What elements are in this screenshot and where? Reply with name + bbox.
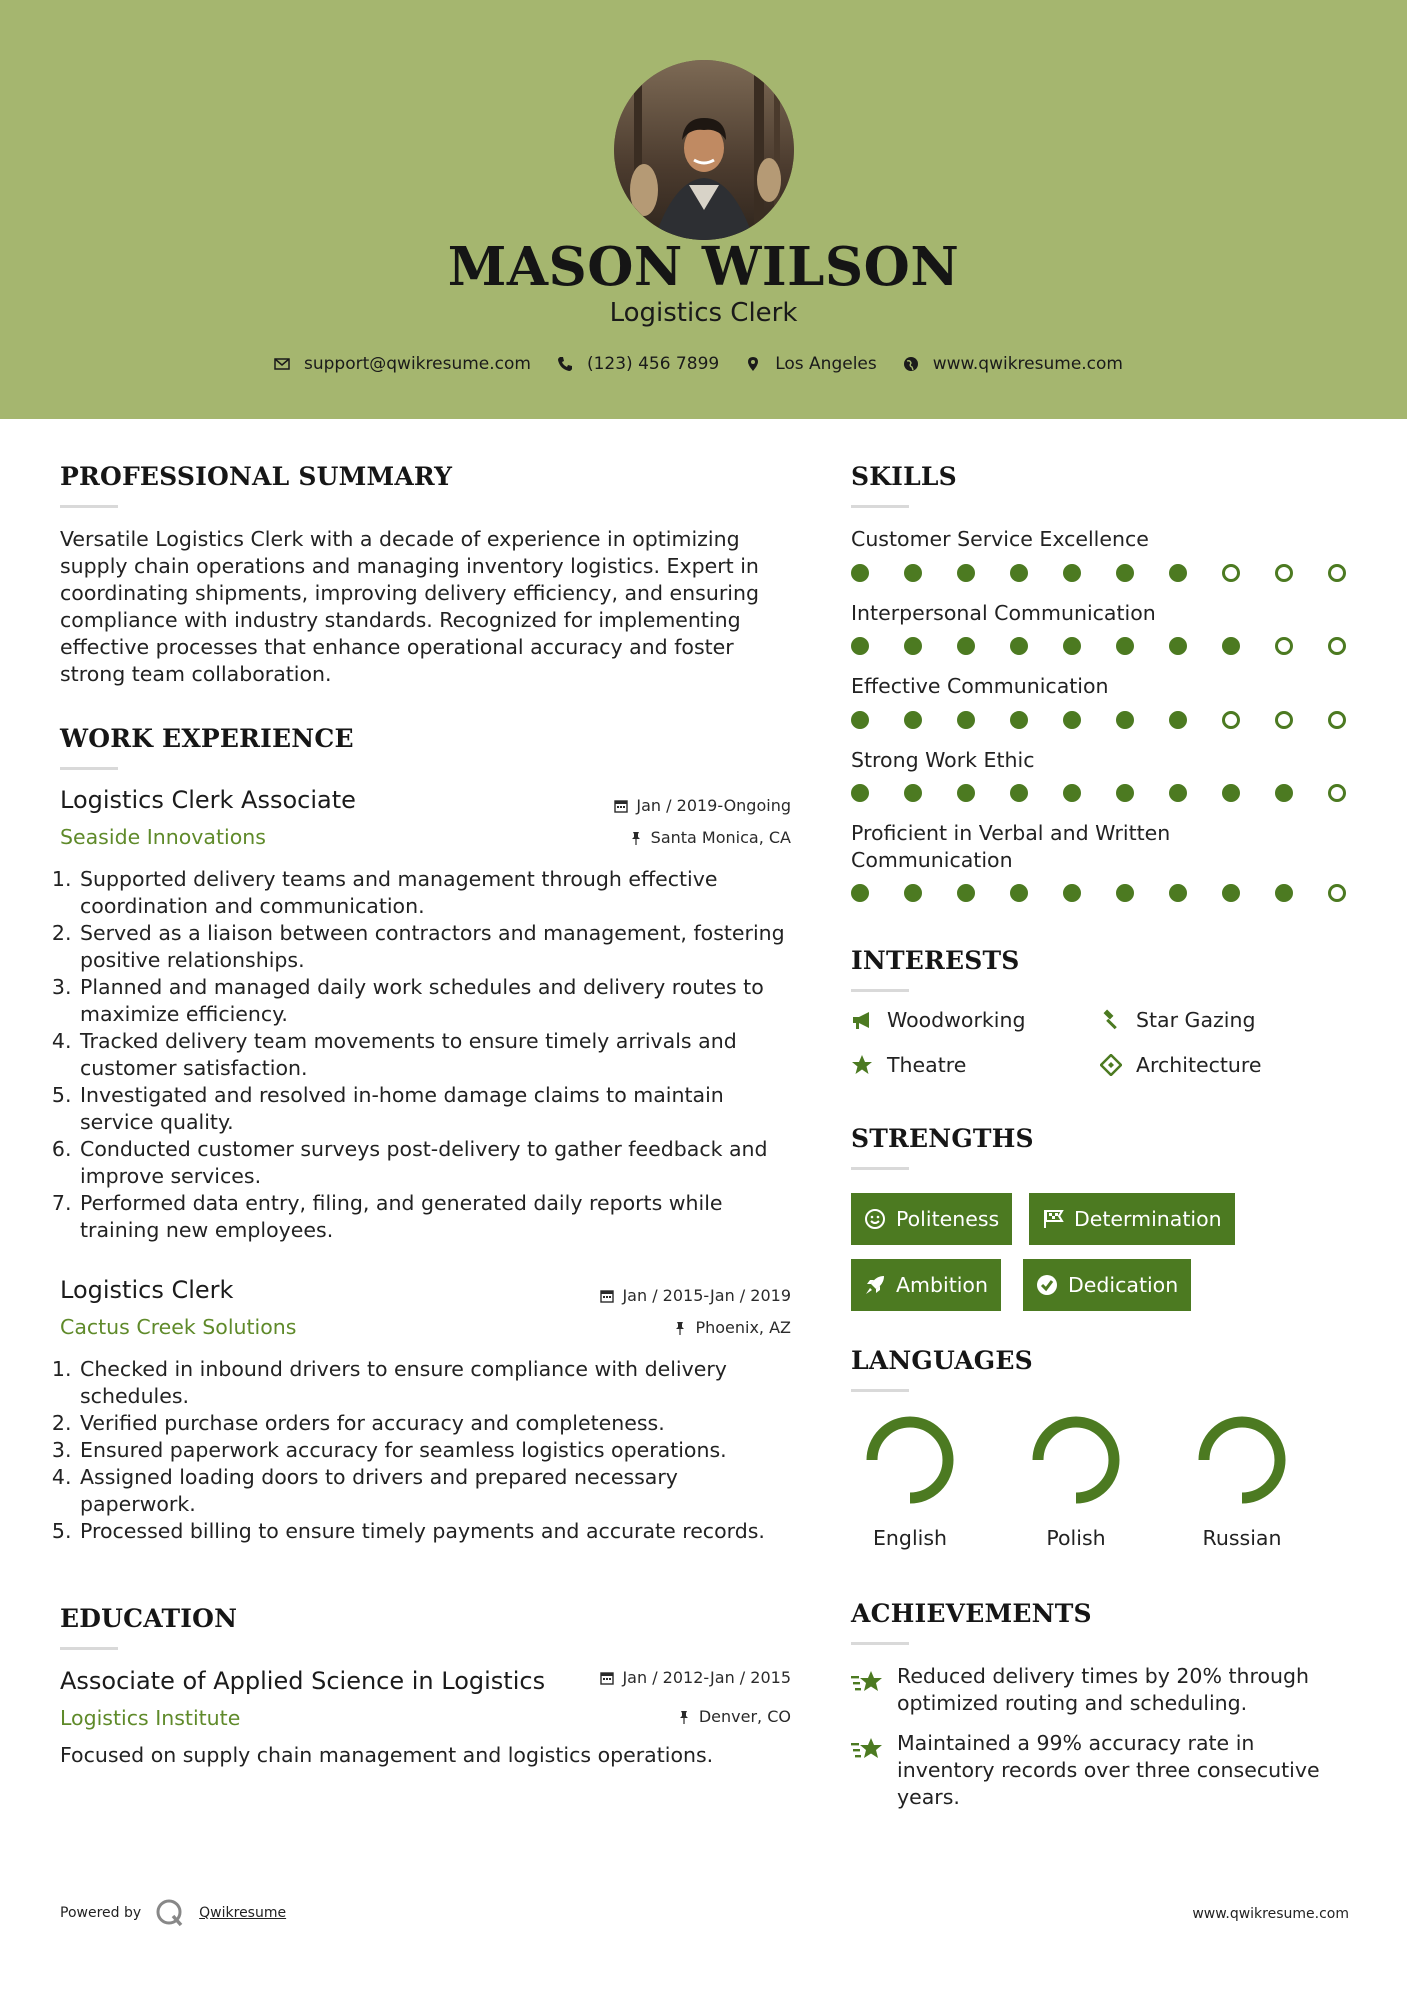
language-level-ring — [862, 1412, 958, 1508]
skills-heading: SKILLS — [851, 462, 957, 491]
list-item: 1. Checked in inbound drivers to ensure compliance with delivery schedules. — [78, 1356, 790, 1410]
section-divider — [851, 1389, 909, 1392]
skill-name: Effective Communication — [851, 674, 1109, 698]
section-divider — [60, 505, 118, 508]
calendar-icon — [600, 1289, 614, 1303]
list-item: 6. Conducted customer surveys post-delivery to gather feedback and improve services. — [78, 1136, 790, 1190]
email-text: support@qwikresume.com — [304, 354, 531, 374]
list-item: 5. Processed billing to ensure timely payments and accurate records. — [78, 1518, 790, 1545]
section-divider — [851, 989, 909, 992]
skill-name: Strong Work Ethic — [851, 748, 1035, 772]
rating-dot-filled — [1063, 564, 1081, 582]
ticket-icon — [1100, 1054, 1122, 1076]
rating-dot-filled — [1063, 884, 1081, 902]
rating-dot-empty — [1328, 564, 1346, 582]
rating-dot-empty — [1328, 711, 1346, 729]
achievement-text: Maintained a 99% accuracy rate in inventory records over three consecutive years. — [897, 1731, 1320, 1809]
job-dates-text: Jan / 2019-Ongoing — [636, 796, 791, 815]
interest-label: Theatre — [887, 1053, 967, 1077]
job-location-text: Phoenix, AZ — [695, 1318, 791, 1337]
phone-text: (123) 456 7899 — [586, 354, 720, 374]
section-divider — [851, 1167, 909, 1170]
rating-dot-filled — [1116, 564, 1134, 582]
list-item: 5. Investigated and resolved in-home damage claims to maintain service quality. — [78, 1082, 790, 1136]
strength-label: Dedication — [1068, 1273, 1179, 1297]
interest-label: Star Gazing — [1136, 1008, 1256, 1032]
strength-label: Ambition — [896, 1273, 988, 1297]
rating-dot-filled — [957, 711, 975, 729]
skill-rating — [851, 784, 1346, 802]
calendar-icon — [614, 799, 628, 813]
rating-dot-filled — [1010, 637, 1028, 655]
flag-icon — [1042, 1208, 1064, 1230]
rating-dot-filled — [1010, 784, 1028, 802]
rating-dot-filled — [1169, 784, 1187, 802]
interest-label: Architecture — [1136, 1053, 1262, 1077]
contact-location — [745, 354, 877, 374]
company-name: Seaside Innovations — [60, 825, 266, 849]
pin-icon — [629, 831, 643, 845]
rating-dot-filled — [1063, 711, 1081, 729]
star-award-icon — [851, 1667, 885, 1697]
education-dates — [600, 1668, 791, 1687]
rating-dot-filled — [851, 884, 869, 902]
envelope-icon — [274, 356, 290, 372]
rating-dot-filled — [1222, 884, 1240, 902]
rating-dot-filled — [957, 637, 975, 655]
list-item: 2. Verified purchase orders for accuracy and completeness. — [78, 1410, 790, 1437]
education-location — [677, 1707, 791, 1726]
job-duties-list — [60, 866, 790, 1244]
education-heading: EDUCATION — [60, 1604, 238, 1633]
language-name: Russian — [1202, 1526, 1282, 1550]
rating-dot-filled — [957, 564, 975, 582]
location-text: Los Angeles — [775, 354, 877, 374]
achievement-item — [851, 1730, 1331, 1811]
rating-dot-empty — [1275, 711, 1293, 729]
degree-title: Associate of Applied Science in Logistics — [60, 1667, 546, 1695]
strength-badge — [851, 1193, 1012, 1245]
rating-dot-filled — [1116, 637, 1134, 655]
rocket-icon — [864, 1274, 886, 1296]
map-pin-icon — [745, 356, 761, 372]
achievements-heading: ACHIEVEMENTS — [851, 1599, 1092, 1628]
website-text: www.qwikresume.com — [932, 354, 1123, 374]
rating-dot-filled — [1010, 711, 1028, 729]
rating-dot-filled — [1169, 564, 1187, 582]
rating-dot-empty — [1222, 711, 1240, 729]
footer-website[interactable]: www.qwikresume.com — [1192, 1906, 1349, 1922]
rating-dot-filled — [1222, 637, 1240, 655]
star-icon — [851, 1054, 873, 1076]
section-divider — [851, 1642, 909, 1645]
interests-heading: INTERESTS — [851, 946, 1020, 975]
languages-heading: LANGUAGES — [851, 1346, 1033, 1375]
strength-label: Politeness — [896, 1207, 1000, 1231]
education-location-text: Denver, CO — [698, 1707, 791, 1726]
rating-dot-filled — [1222, 784, 1240, 802]
rating-dot-filled — [1116, 711, 1134, 729]
job-title: Logistics Clerk Associate — [60, 786, 356, 814]
smile-icon — [864, 1208, 886, 1230]
company-name: Cactus Creek Solutions — [60, 1315, 297, 1339]
rating-dot-filled — [957, 884, 975, 902]
summary-text: Versatile Logistics Clerk with a decade of experience in optimizing supply chain operations and managing inventory logistics. Expert in coordinating shipments, improving delivery efficiency, and ensuring compliance with industry standards. Recognized for implementing effective processes that enhance operational accuracy and foster strong team collaboration. — [60, 527, 759, 686]
rating-dot-filled — [851, 784, 869, 802]
rating-dot-filled — [1063, 784, 1081, 802]
powered-by-label: Powered by — [60, 1905, 142, 1921]
rating-dot-filled — [1169, 637, 1187, 655]
rating-dot-filled — [1116, 884, 1134, 902]
rating-dot-filled — [1010, 564, 1028, 582]
list-item: 3. Ensured paperwork accuracy for seamless logistics operations. — [78, 1437, 790, 1464]
rating-dot-filled — [1169, 711, 1187, 729]
list-item: 1. Supported delivery teams and management through effective coordination and communication. — [78, 866, 790, 920]
list-item: 4. Tracked delivery team movements to ensure timely arrivals and customer satisfaction. — [78, 1028, 790, 1082]
rating-dot-empty — [1222, 564, 1240, 582]
language-item — [845, 1412, 975, 1550]
section-divider — [60, 1647, 118, 1650]
list-item: 3. Planned and managed daily work schedules and delivery routes to maximize efficiency. — [78, 974, 790, 1028]
resume-header — [0, 0, 1407, 419]
experience-heading: WORK EXPERIENCE — [60, 724, 354, 753]
skill-name: Proficient in Verbal and Written Communication — [851, 821, 1171, 872]
rating-dot-filled — [1010, 884, 1028, 902]
language-item — [1177, 1412, 1307, 1550]
pin-icon — [677, 1710, 691, 1724]
rating-dot-filled — [904, 637, 922, 655]
interest-item — [851, 1008, 1025, 1032]
rating-dot-filled — [1275, 784, 1293, 802]
interest-item — [851, 1053, 966, 1077]
candidate-name: MASON WILSON — [447, 236, 960, 298]
interest-item — [1100, 1053, 1262, 1077]
rating-dot-empty — [1328, 884, 1346, 902]
contact-email[interactable] — [274, 354, 531, 374]
skill-rating — [851, 884, 1346, 902]
strengths-heading: STRENGTHS — [851, 1124, 1034, 1153]
contact-website[interactable] — [903, 354, 1123, 374]
rating-dot-filled — [904, 564, 922, 582]
achievement-text: Reduced delivery times by 20% through optimized routing and scheduling. — [897, 1664, 1309, 1715]
job-dates-text: Jan / 2015-Jan / 2019 — [622, 1286, 791, 1305]
rating-dot-filled — [1275, 884, 1293, 902]
job-dates — [614, 796, 791, 815]
skill-rating — [851, 711, 1346, 729]
rating-dot-filled — [904, 884, 922, 902]
list-item: 7. Performed data entry, filing, and generated daily reports while training new employees. — [78, 1190, 790, 1244]
pin-icon — [673, 1321, 687, 1335]
rating-dot-empty — [1328, 784, 1346, 802]
section-divider — [60, 767, 118, 770]
profile-photo — [614, 60, 794, 240]
job-duties-list — [60, 1356, 790, 1545]
job-location-text: Santa Monica, CA — [650, 828, 791, 847]
language-level-ring — [1194, 1412, 1290, 1508]
language-level-ring — [1028, 1412, 1124, 1508]
contact-bar — [0, 354, 1407, 374]
skill-rating — [851, 564, 1346, 582]
list-item: 4. Assigned loading doors to drivers and prepared necessary paperwork. — [78, 1464, 790, 1518]
education-dates-text: Jan / 2012-Jan / 2015 — [622, 1668, 791, 1687]
rating-dot-filled — [904, 711, 922, 729]
job-location — [629, 828, 791, 847]
summary-heading: PROFESSIONAL SUMMARY — [60, 462, 453, 491]
globe-icon — [903, 356, 919, 372]
rating-dot-empty — [1275, 637, 1293, 655]
phone-icon — [557, 356, 573, 372]
calendar-icon — [600, 1671, 614, 1685]
rating-dot-empty — [1275, 564, 1293, 582]
skill-rating — [851, 637, 1346, 655]
check-circle-icon — [1036, 1274, 1058, 1296]
megaphone-icon — [851, 1009, 873, 1031]
strength-badge — [1023, 1259, 1191, 1311]
strength-label: Determination — [1074, 1207, 1222, 1231]
qwikresume-link[interactable]: Qwikresume — [199, 1905, 287, 1921]
language-item — [1011, 1412, 1141, 1550]
achievement-item — [851, 1663, 1331, 1717]
interest-label: Woodworking — [887, 1008, 1026, 1032]
rating-dot-filled — [851, 564, 869, 582]
rating-dot-filled — [851, 711, 869, 729]
rating-dot-filled — [1063, 637, 1081, 655]
list-item: 2. Served as a liaison between contractors and management, fostering positive relationships. — [78, 920, 790, 974]
strength-badge — [851, 1259, 1001, 1311]
section-divider — [851, 505, 909, 508]
strength-badge — [1029, 1193, 1235, 1245]
education-description: Focused on supply chain management and logistics operations. — [60, 1743, 714, 1767]
language-name: English — [872, 1526, 948, 1550]
rating-dot-filled — [904, 784, 922, 802]
job-location — [673, 1318, 791, 1337]
rating-dot-filled — [1116, 784, 1134, 802]
contact-phone[interactable] — [557, 354, 719, 374]
rating-dot-filled — [957, 784, 975, 802]
skill-name: Interpersonal Communication — [851, 601, 1156, 625]
footer-powered-by — [60, 1898, 286, 1928]
rating-dot-empty — [1328, 637, 1346, 655]
rating-dot-filled — [1169, 884, 1187, 902]
rating-dot-filled — [851, 637, 869, 655]
school-name: Logistics Institute — [60, 1706, 241, 1730]
job-dates — [600, 1286, 791, 1305]
skill-name: Customer Service Excellence — [851, 527, 1149, 551]
star-award-icon — [851, 1734, 885, 1764]
candidate-title: Logistics Clerk — [609, 298, 798, 328]
gavel-icon — [1100, 1009, 1122, 1031]
interest-item — [1100, 1008, 1255, 1032]
language-name: Polish — [1046, 1526, 1106, 1550]
job-title: Logistics Clerk — [60, 1276, 234, 1304]
qwikresume-logo-icon — [155, 1898, 185, 1928]
